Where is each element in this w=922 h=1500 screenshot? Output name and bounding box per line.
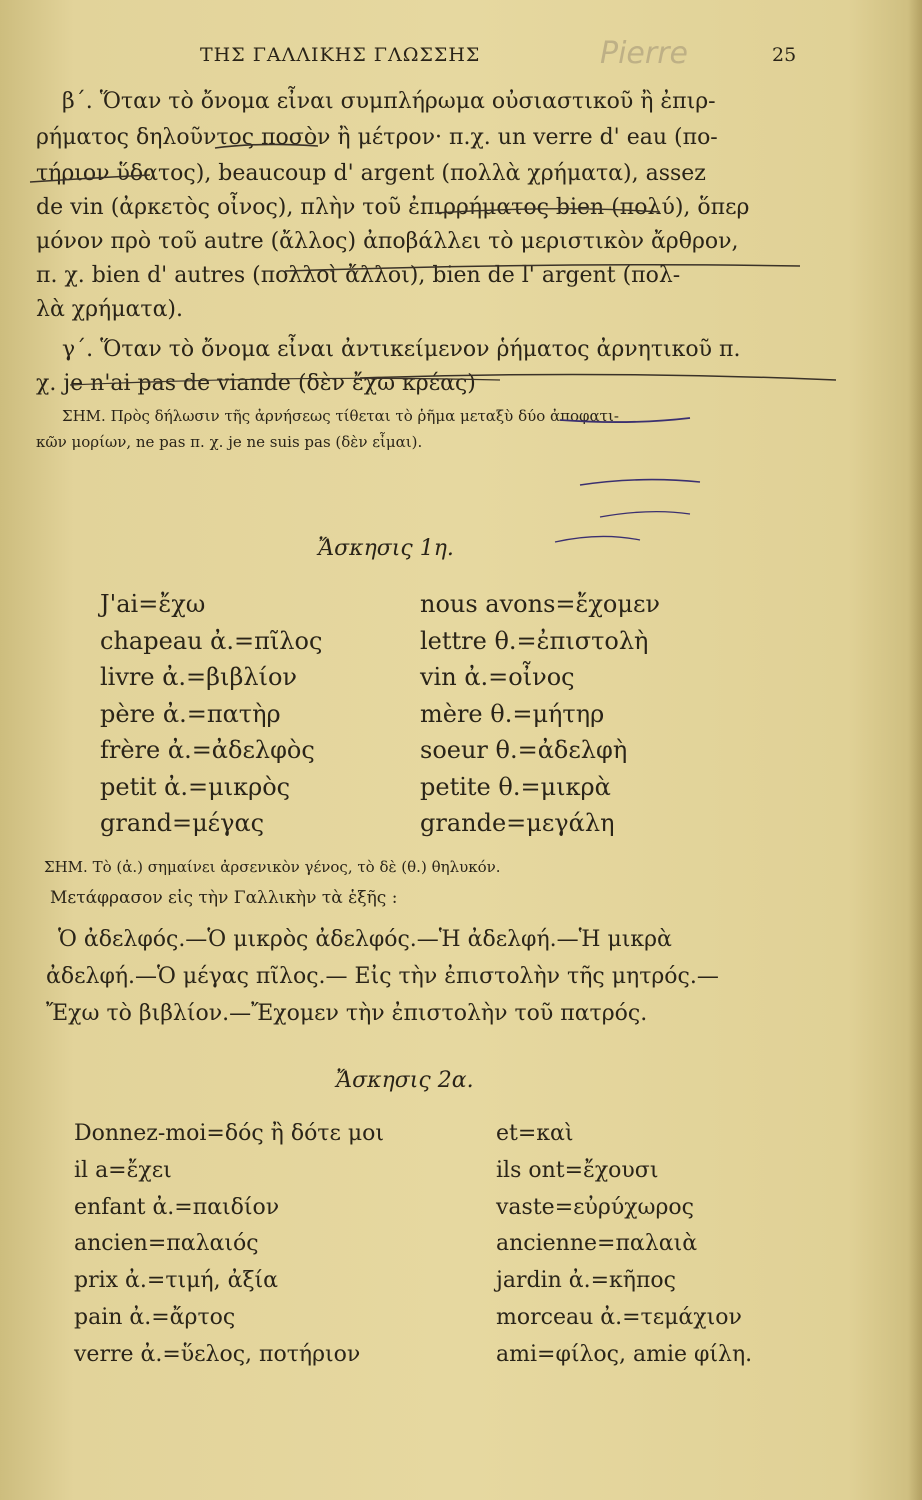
vocab-entry: J'ai=ἔχω: [100, 590, 206, 618]
vocab-entry: il a=ἔχει: [74, 1157, 172, 1183]
vocab-entry: ancienne=παλαιὰ: [496, 1231, 698, 1257]
paragraph-g-line: χ. je n'ai pas de viande (δὲν ἔχω κρέας): [36, 371, 476, 396]
note-line: κῶν μορίων, ne pas π. χ. je ne suis pas (δὲν εἶμαι).: [36, 433, 423, 451]
pencil-annotation: Pierre: [600, 36, 689, 71]
vocab-entry: Donnez-moi=δός ἢ δότε μοι: [74, 1121, 385, 1146]
vocab-entry: pain ἀ.=ἄρτος: [74, 1304, 236, 1330]
vocab-entry: soeur θ.=ἀδελφὴ: [420, 736, 628, 764]
vocab-entry: livre ἀ.=βιβλίον: [100, 663, 297, 691]
vocab-entry: grande=μεγάλη: [420, 809, 615, 837]
vocab-entry: ami=φίλος, amie φίλη.: [496, 1341, 753, 1367]
paragraph-g-line: γ΄. Ὅταν τὸ ὄνομα εἶναι ἀντικείμενον ῥήματος ἀρνητικοῦ π.: [62, 337, 741, 362]
gender-note: ΣΗΜ. Τὸ (ἀ.) σημαίνει ἀρσενικὸν γένος, τὸ δὲ (θ.) θηλυκόν.: [44, 858, 501, 876]
vocab-entry: vaste=εὐρύχωρος: [496, 1194, 694, 1220]
note-line: ΣΗΜ. Πρὸς δήλωσιν τῆς ἀρνήσεως τίθεται τὸ ῥῆμα μεταξὺ δύο ἀποφατι-: [62, 407, 619, 425]
vocab-entry: morceau ἀ.=τεμάχιον: [496, 1304, 742, 1330]
exercise-2-title: Ἄσκησις 2α.: [336, 1068, 474, 1093]
paragraph-b-line: β΄. Ὅταν τὸ ὄνομα εἶναι συμπλήρωμα οὐσιαστικοῦ ἢ ἐπιρ-: [62, 89, 716, 114]
translation-instruction: Μετάφρασον εἰς τὴν Γαλλικὴν τὰ ἑξῆς :: [50, 888, 398, 908]
exercise-2-vocab-right: [496, 1116, 752, 1374]
sentence-line: Ἔχω τὸ βιβλίον.—Ἔχομεν τὴν ἐπιστολὴν τοῦ πατρός.: [46, 1001, 648, 1026]
vocab-entry: nous avons=ἔχομεν: [420, 590, 660, 618]
exercise-1-vocab-left: [100, 586, 322, 842]
paragraph-b-line: de vin (ἀρκετὸς οἶνος), πλὴν τοῦ ἐπιρρήματος bien (πολύ), ὅπερ: [36, 195, 750, 220]
vocab-entry: ils ont=ἔχουσι: [496, 1157, 659, 1183]
vocab-entry: enfant ἀ.=παιδίον: [74, 1194, 280, 1220]
exercise-2-vocab-left: [74, 1116, 384, 1374]
exercise-1-vocab-right: [420, 586, 660, 842]
sentence-line: Ὁ ἀδελφός.—Ὁ μικρὸς ἀδελφός.—Ἡ ἀδελφή.—Ἡ μικρὰ: [58, 927, 672, 952]
vocab-entry: et=καὶ: [496, 1121, 574, 1146]
paragraph-b-line: π. χ. bien d' autres (πολλοὶ ἄλλοι), bien de l' argent (πολ-: [36, 263, 681, 288]
vocab-entry: vin ἀ.=οἶνος: [420, 663, 575, 691]
vocab-entry: petit ἀ.=μικρὸς: [100, 772, 291, 801]
vocab-entry: mère θ.=μήτηρ: [420, 699, 605, 728]
vocab-entry: frère ἀ.=ἀδελφὸς: [100, 736, 315, 764]
vocab-entry: prix ἀ.=τιμή, ἀξία: [74, 1268, 279, 1294]
sentence-line: ἀδελφή.—Ὁ μέγας πῖλος.— Εἰς τὴν ἐπιστολὴν τῆς μητρός.—: [46, 964, 719, 989]
running-head: ΤΗΣ ΓΑΛΛΙΚΗΣ ΓΛΩΣΣΗΣ: [200, 44, 481, 66]
paragraph-b-line: λὰ χρήματα).: [36, 297, 183, 322]
paragraph-b-line: τήριον ὕδατος), beaucoup d' argent (πολλὰ χρήματα), assez: [36, 161, 706, 186]
vocab-entry: verre ἀ.=ὕελος, ποτήριον: [74, 1341, 361, 1367]
vocab-entry: lettre θ.=ἐπιστολὴ: [420, 626, 649, 655]
exercise-1-sentences: [46, 922, 846, 1033]
vocab-entry: père ἀ.=πατὴρ: [100, 699, 281, 728]
exercise-1-title: Ἄσκησις 1η.: [318, 536, 454, 561]
paragraph-b-line: μόνον πρὸ τοῦ autre (ἄλλος) ἀποβάλλει τὸ μεριστικὸν ἄρθρον,: [36, 229, 739, 254]
paragraph-b-line: ρήματος δηλοῦντος ποσὸν ἢ μέτρον· π.χ. un verre d' eau (πο-: [36, 125, 718, 150]
page-number: 25: [772, 44, 797, 66]
handwritten-strikethroughs: [0, 0, 922, 560]
vocab-entry: jardin ἀ.=κῆπος: [496, 1268, 676, 1294]
vocab-entry: chapeau ἀ.=πῖλος: [100, 626, 323, 655]
vocab-entry: ancien=παλαιός: [74, 1231, 259, 1257]
vocab-entry: petite θ.=μικρὰ: [420, 772, 611, 801]
vocab-entry: grand=μέγας: [100, 809, 265, 837]
